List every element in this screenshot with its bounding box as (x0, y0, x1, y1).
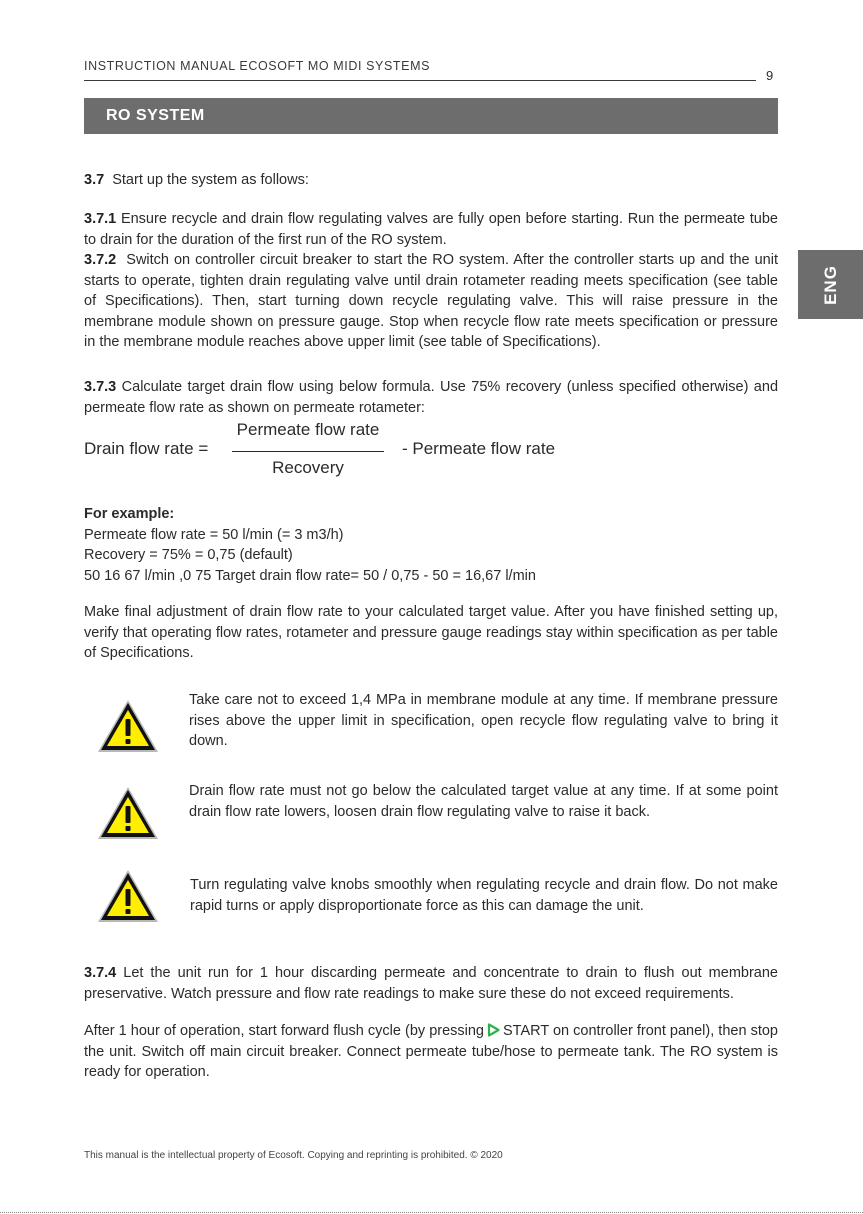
step-3-7-1 (84, 209, 778, 250)
warning-text: Turn regulating valve knobs smoothly when regulating recycle and drain flow. Do not make rapid turns or apply disproportionate force as this can damage the unit. (190, 877, 778, 914)
step-text: Let the unit run for 1 hour discarding permeate and concentrate to drain to flush out membrane preservative. Watch pressure and flow rate readings to make sure these do not exceed requirements. (84, 965, 778, 1002)
section-title: RO SYSTEM (106, 107, 205, 124)
step-number: 3.7 (84, 172, 105, 188)
language-tab (798, 250, 863, 319)
example-line: Recovery = 75% = 0,75 (default) (84, 547, 293, 563)
warning-triangle-icon (96, 785, 160, 841)
page-number: 9 (766, 68, 774, 83)
step-text: Ensure recycle and drain flow regulating valves are fully open before starting. Run the permeate tube to drain for the duration of the first run of the RO system. (84, 211, 778, 248)
step-number: 3.7.2 (84, 252, 117, 268)
warning-triangle-icon (96, 868, 160, 924)
footer-copyright: This manual is the intellectual property of Ecosoft. Copying and reprinting is prohibited. © 2020 (84, 1150, 503, 1161)
example-heading: For example: (84, 506, 175, 522)
formula-right: - Permeate flow rate (402, 439, 556, 458)
step-number: 3.7.4 (84, 965, 117, 981)
warning-text: Drain flow rate must not go below the calculated target value at any time. If at some point drain flow rate lowers, loosen drain flow regulating valve to raise it back. (189, 783, 778, 820)
play-triangle-icon (487, 1023, 500, 1037)
step-3-7-3 (84, 377, 778, 418)
step-number: 3.7.3 (84, 379, 117, 395)
step-text: After 1 hour of operation, start forward flush cycle (by pressing (84, 1023, 484, 1039)
formula-numerator: Permeate flow rate (236, 420, 380, 439)
final-adjustment-text: Make final adjustment of drain flow rate to your calculated target value. After you have finished setting up, verify that operating flow rates, rotameter and pressure gauge readings stay within specification as per table of Specifications. (84, 604, 778, 661)
step-number: 3.7.1 (84, 211, 117, 227)
section-title-bar (84, 98, 778, 134)
language-tab-label: ENG (820, 264, 840, 305)
example-line: Permeate flow rate = 50 l/min (= 3 m3/h) (84, 526, 344, 543)
header-rule (84, 80, 756, 81)
step-3-7-4 (84, 963, 778, 1004)
example-line: 50 16 67 l/min ,0 75 Target drain flow rate= 50 / 0,75 - 50 = 16,67 l/min (84, 567, 536, 584)
formula-left: Drain flow rate = (84, 439, 209, 458)
warning-triangle-icon (96, 698, 160, 754)
step-3-7-intro (84, 170, 778, 191)
example-block (84, 504, 536, 586)
step-text: Calculate target drain flow using below formula. Use 75% recovery (unless specified otherwise) and permeate flow rate as shown on permeate rotameter: (84, 379, 779, 416)
step-3-7-4-continued (84, 1021, 778, 1083)
step-3-7-2 (84, 250, 778, 353)
fraction-bar (232, 451, 384, 452)
running-title: INSTRUCTION MANUAL ECOSOFT MO MIDI SYSTEMS (84, 59, 431, 73)
formula-denominator: Recovery (272, 458, 344, 477)
step-text: Switch on controller circuit breaker to start the RO system. After the controller starts up and the unit starts to operate, tighten drain regulating valve until drain rotameter reading meets specification (see table of Specifications). Then, start turning down recycle regulating valve. This will raise pressure in the membrane module shown on pressure gauge. Stop when recycle flow rate meets specification or pressure in the membrane module reaches above upper limit (see table of Specifications). (84, 252, 779, 350)
step-text: Start up the system as follows: (112, 172, 309, 188)
step-text: START on controller front panel), then stop the unit. Switch off main circuit breaker. Connect permeate tube/hose to permeate tank. The RO system is ready for operation. (84, 1023, 778, 1080)
warning-text: Take care not to exceed 1,4 MPa in membrane module at any time. If membrane pressure rises above the upper limit in specification, open recycle flow regulating valve to bring it down. (189, 692, 778, 749)
